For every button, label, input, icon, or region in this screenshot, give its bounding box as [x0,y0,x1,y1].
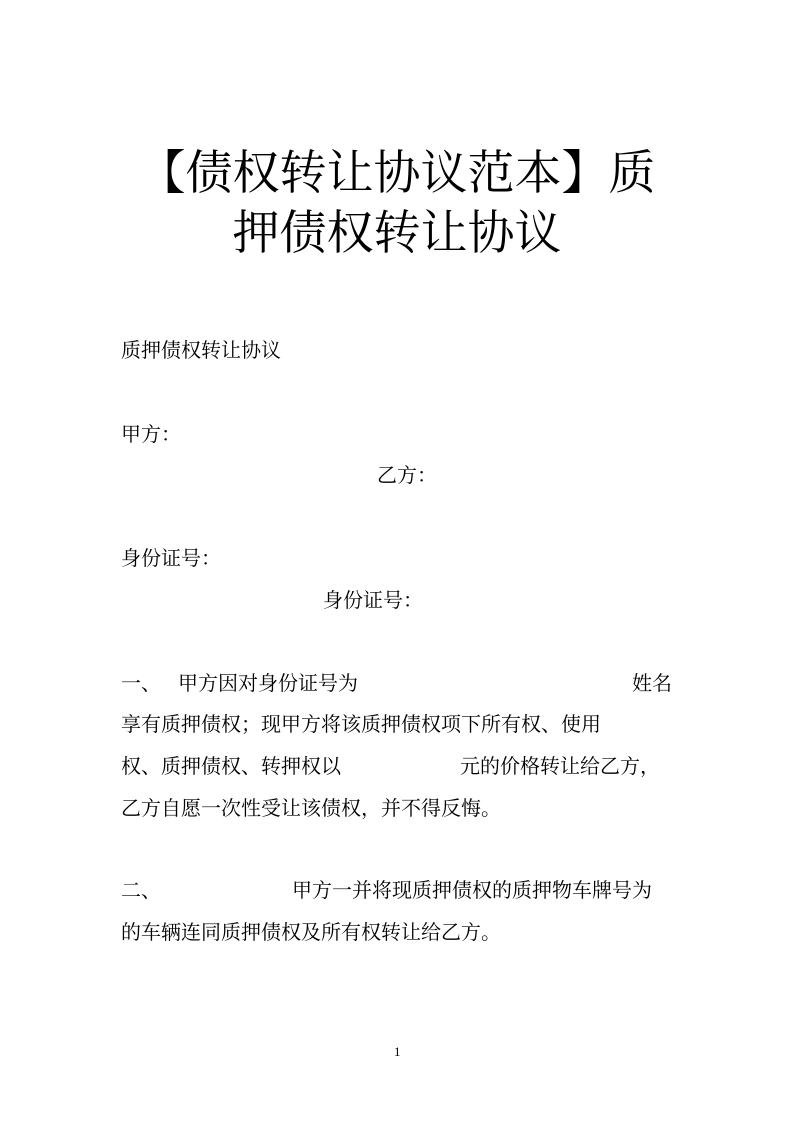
clause-2-number: 二、 [121,878,161,902]
document-title-line-1: 【债权转让协议范本】质 [138,146,656,201]
clause-1-intro: 甲方因对身份证号为 [178,671,358,695]
document-title-line-2: 押债权转让协议 [232,206,562,261]
party-a-label: 甲方： [121,422,181,446]
clause-1-line-3-start: 权、质押债权、转押权以 [121,754,341,778]
party-a-id-label: 身份证号： [121,546,221,570]
page-number: 1 [394,1044,401,1059]
party-b-label: 乙方： [377,463,437,487]
clause-2-line-2: 的车辆连同质押债权及所有权转让给乙方。 [121,920,501,944]
clause-1-name-label: 姓名 [632,671,672,695]
clause-1-line-4: 乙方自愿一次性受让该债权，并不得反悔。 [121,796,501,820]
clause-1-line-2: 享有质押债权；现甲方将该质押债权项下所有权、使用 [121,712,601,736]
clause-1-number: 一、 [121,671,161,695]
clause-1-line-3-end: 元的价格转让给乙方， [460,754,660,778]
party-b-id-label: 身份证号： [323,588,423,612]
agreement-subtitle: 质押债权转让协议 [121,338,281,362]
clause-2-line-1: 甲方一并将现质押债权的质押物车牌号为 [292,878,652,902]
